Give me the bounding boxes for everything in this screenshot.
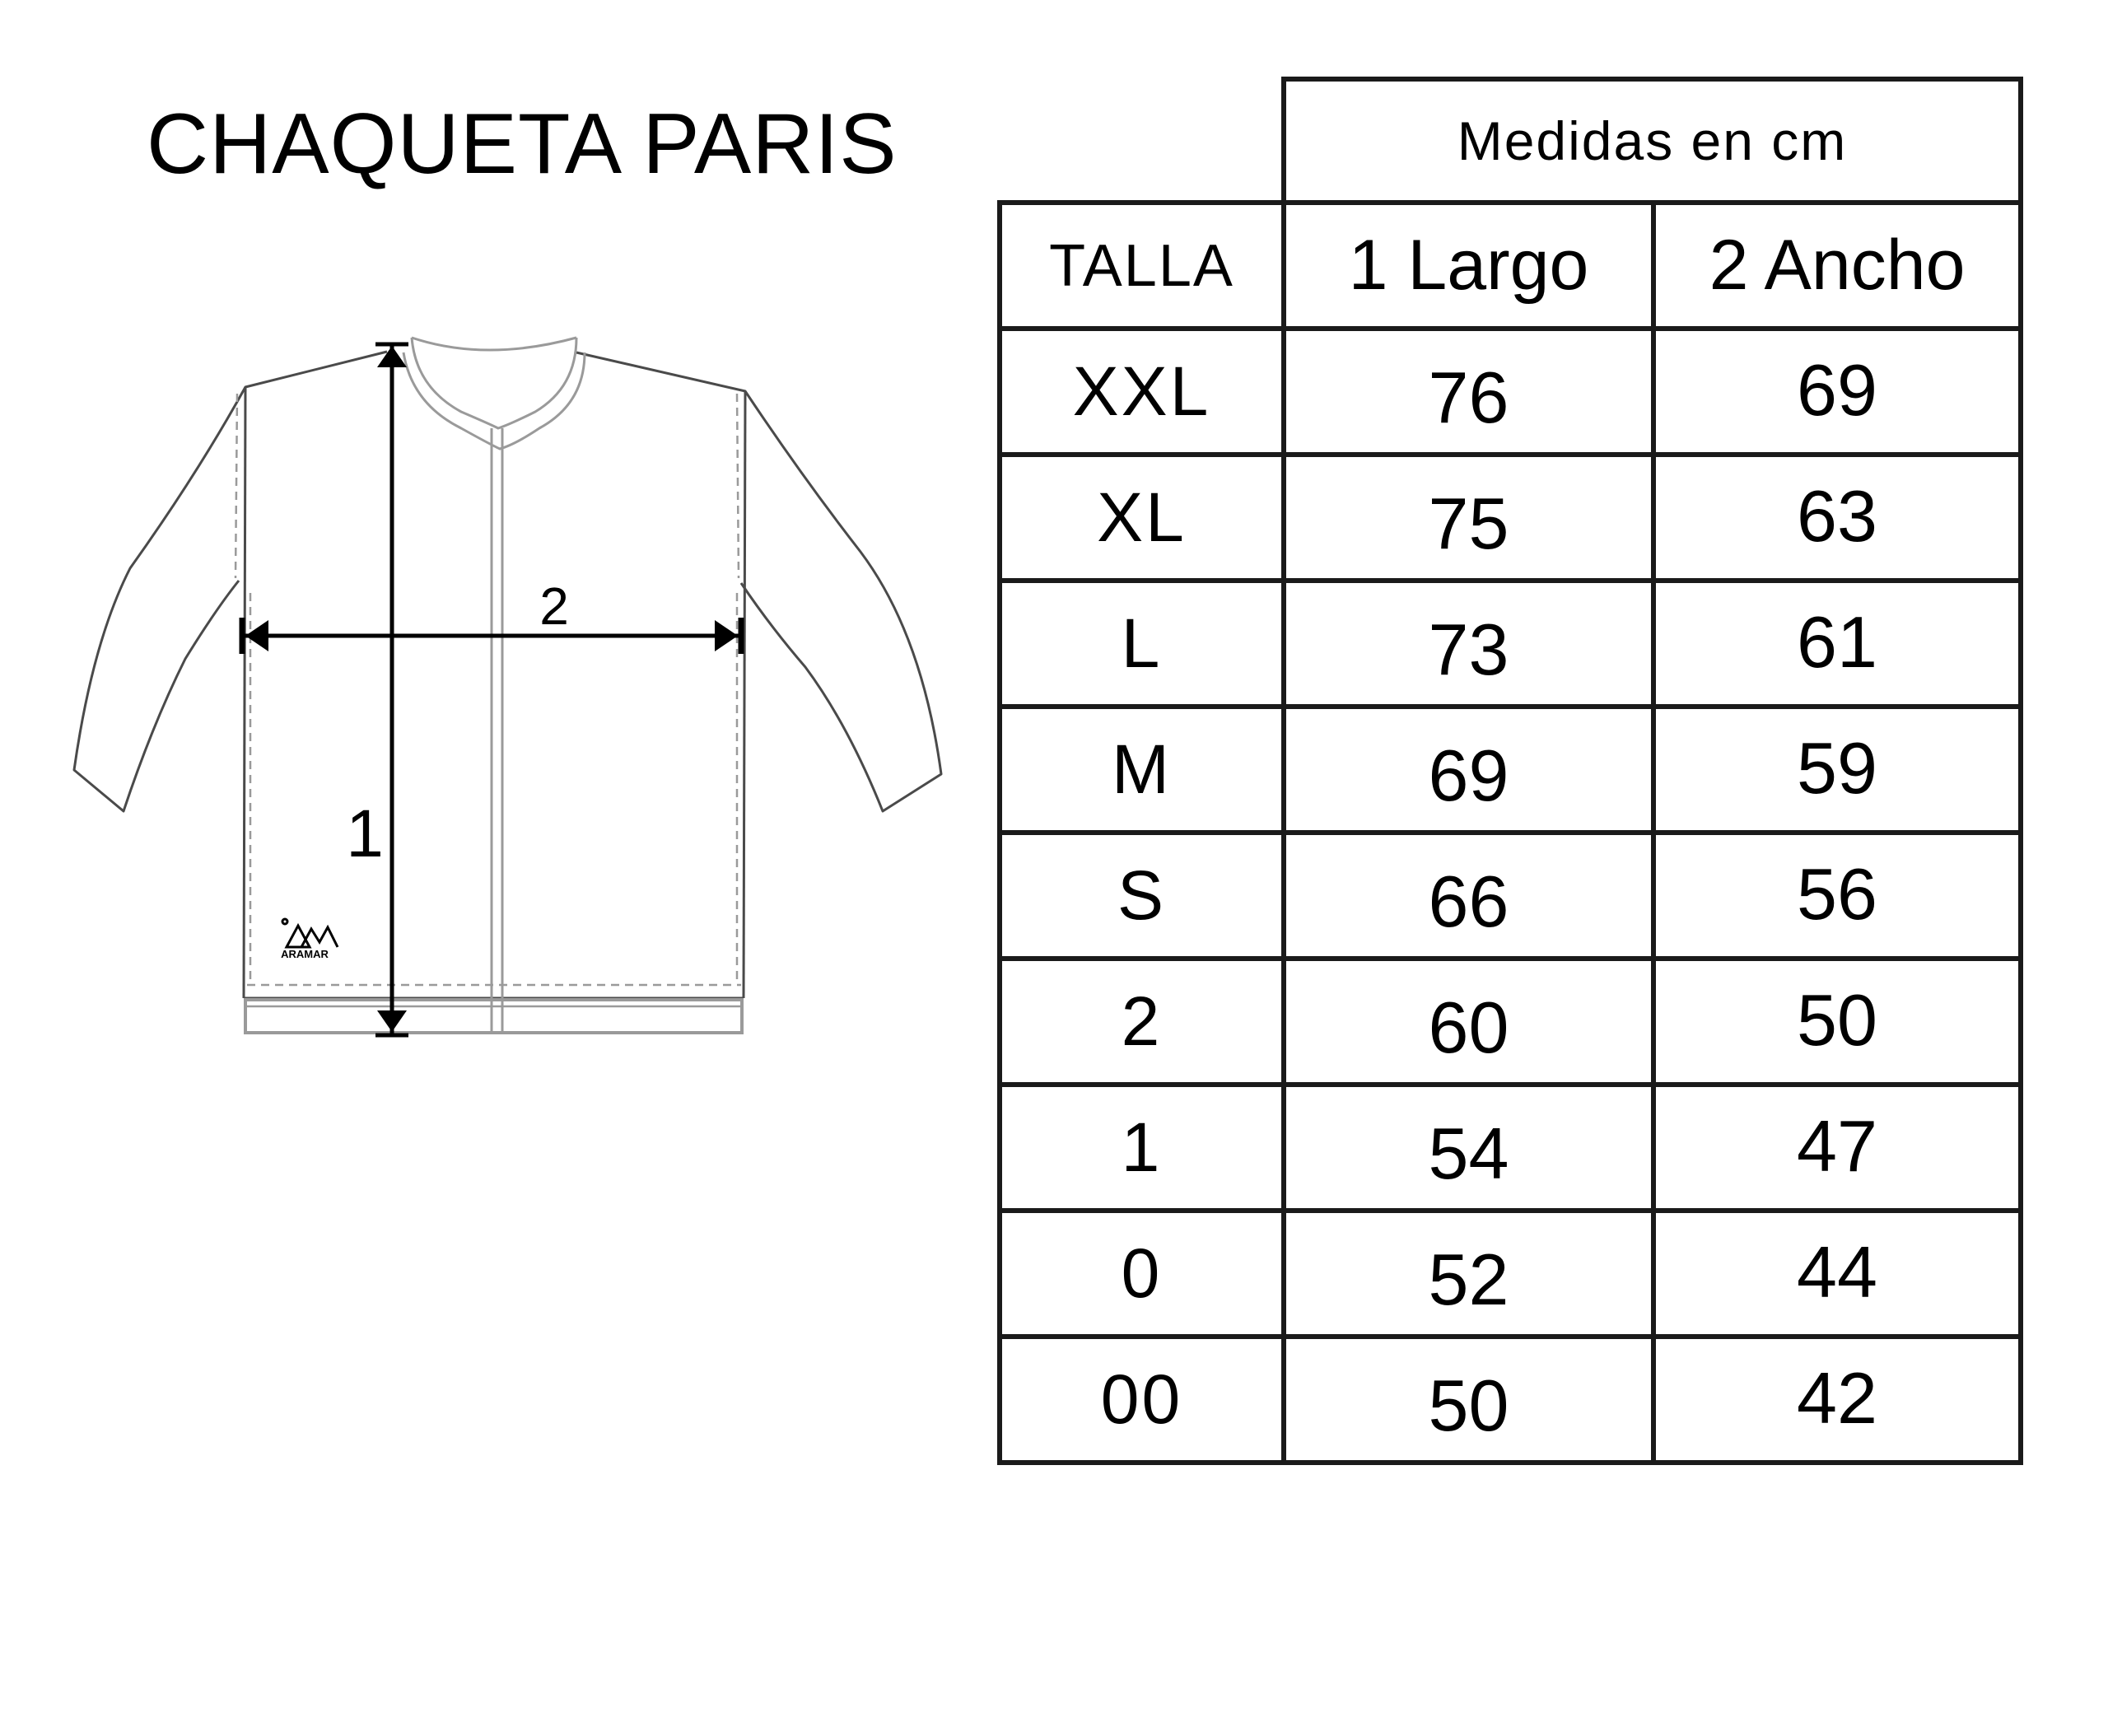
table-cell-talla: 00	[997, 1334, 1286, 1465]
table-caption: Medidas en cm	[1281, 77, 2023, 205]
column-header-talla: TALLA	[997, 200, 1286, 331]
measure-largo-label: 1	[346, 796, 384, 871]
measure-ancho-label: 2	[539, 576, 569, 636]
table-cell-ancho: 56	[1651, 830, 2023, 961]
table-cell-largo: 69	[1281, 704, 1656, 835]
aramar-logo-text: ARAMAR	[281, 948, 329, 960]
table-cell-ancho: 59	[1651, 704, 2023, 835]
page-title: CHAQUETA PARIS	[147, 96, 898, 192]
column-header-ancho: 2 Ancho	[1651, 200, 2023, 331]
table-cell-talla: L	[997, 578, 1286, 709]
table-cell-talla: 0	[997, 1208, 1286, 1339]
table-cell-largo: 60	[1281, 956, 1656, 1087]
table-cell-largo: 76	[1281, 326, 1656, 457]
table-cell-ancho: 42	[1651, 1334, 2023, 1465]
table-cell-talla: XXL	[997, 326, 1286, 457]
table-cell-ancho: 69	[1651, 326, 2023, 457]
jacket-seams	[236, 394, 741, 985]
table-cell-talla: 1	[997, 1082, 1286, 1213]
table-cell-ancho: 61	[1651, 578, 2023, 709]
jacket-diagram	[0, 0, 988, 1153]
table-cell-largo: 66	[1281, 830, 1656, 961]
jacket-collar	[403, 338, 585, 449]
jacket-outline	[74, 352, 941, 998]
table-cell-largo: 54	[1281, 1082, 1656, 1213]
table-cell-talla: XL	[997, 452, 1286, 583]
aramar-logo	[282, 919, 338, 947]
table-cell-ancho: 47	[1651, 1082, 2023, 1213]
table-cell-largo: 52	[1281, 1208, 1656, 1339]
table-cell-ancho: 44	[1651, 1208, 2023, 1339]
table-cell-largo: 50	[1281, 1334, 1656, 1465]
table-cell-talla: M	[997, 704, 1286, 835]
table-cell-ancho: 63	[1651, 452, 2023, 583]
size-table	[1002, 82, 2023, 1465]
table-cell-talla: 2	[997, 956, 1286, 1087]
measure-largo-arrow	[375, 344, 408, 1035]
jacket-zipper	[492, 428, 502, 1034]
table-corner-blank	[997, 77, 1286, 205]
column-header-largo: 1 Largo	[1281, 200, 1656, 331]
table-cell-largo: 73	[1281, 578, 1656, 709]
jacket-bottom-band	[244, 1000, 744, 1033]
table-cell-largo: 75	[1281, 452, 1656, 583]
table-cell-talla: S	[997, 830, 1286, 961]
table-cell-ancho: 50	[1651, 956, 2023, 1087]
